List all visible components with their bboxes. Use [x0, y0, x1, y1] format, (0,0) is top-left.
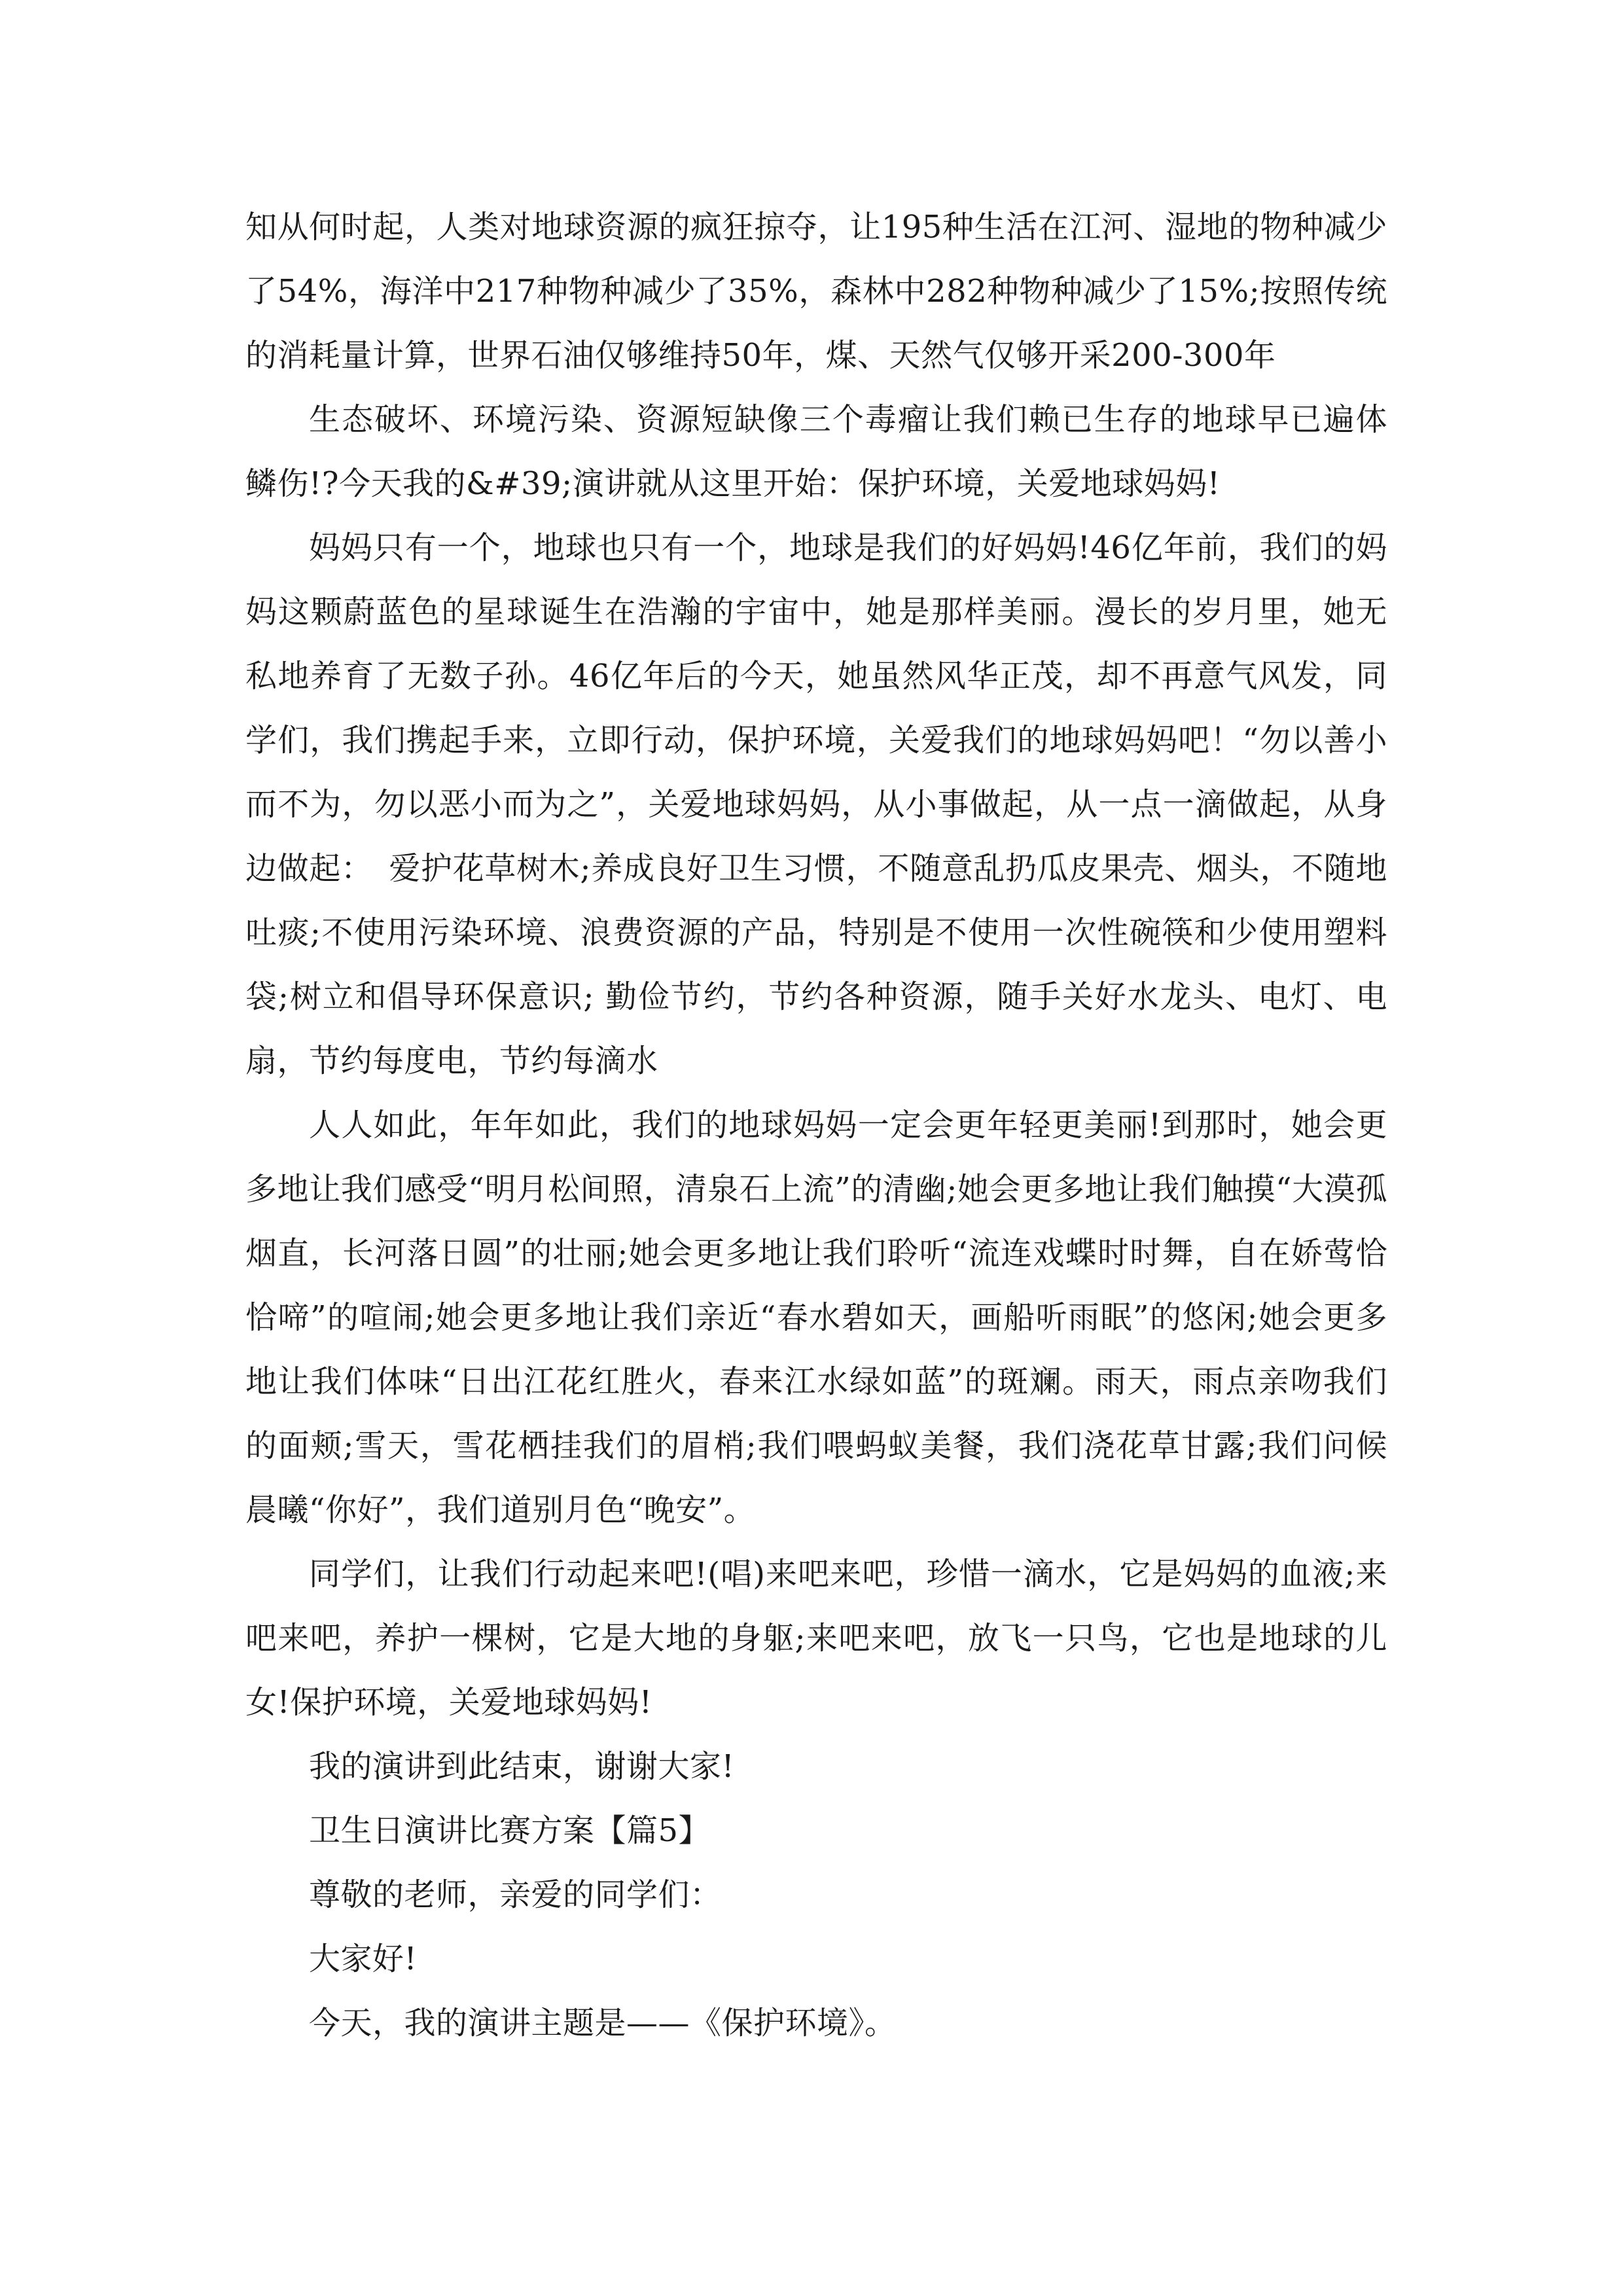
document-body — [245, 195, 1387, 2055]
paragraph-earth-mother: 妈妈只有一个，地球也只有一个，地球是我们的好妈妈!46亿年前，我们的妈妈这颗蔚蓝色的星球诞生在浩瀚的宇宙中，她是那样美丽。漫长的岁月里，她无私地养育了无数子孙。46亿年后的今天，她虽然风华正茂，却不再意气风发，同学们，我们携起手来，立即行动，保护环境，关爱我们的地球妈妈吧！“勿以善小而不为，勿以恶小而为之”，关爱地球妈妈，从小事做起，从一点一滴做起，从身边做起： 爱护花草树木;养成良好卫生习惯，不随意乱扔瓜皮果壳、烟头，不随地吐痰;不使用污染环境、浪费资源的产品，特别是不使用一次性碗筷和少使用塑料袋;树立和倡导环保意识; 勤俭节约，节约各种资源，随手关好水龙头、电灯、电扇，节约每度电，节约每滴水 — [245, 529, 1387, 1079]
section-heading-part-5: 卫生日演讲比赛方案【篇5】 — [309, 1812, 711, 1849]
paragraph-call-to-action: 同学们，让我们行动起来吧!(唱)来吧来吧，珍惜一滴水，它是妈妈的血液;来吧来吧，养护一棵树，它是大地的身躯;来吧来吧，放飞一只鸟，它也是地球的儿女!保护环境，关爱地球妈妈! — [245, 1556, 1387, 1721]
paragraph-greeting: 大家好! — [309, 1941, 418, 1977]
paragraph-speech-topic: 今天，我的演讲主题是——《保护环境》。 — [309, 2005, 897, 2041]
paragraph-speech-opening: 生态破坏、环境污染、资源短缺像三个毒瘤让我们赖已生存的地球早已遍体鳞伤!?今天我的&#39;演讲就从这里开始：保护环境，关爱地球妈妈! — [245, 401, 1387, 502]
paragraph-future-earth: 人人如此，年年如此，我们的地球妈妈一定会更年轻更美丽!到那时，她会更多地让我们感受“明月松间照，清泉石上流”的清幽;她会更多地让我们触摸“大漠孤烟直，长河落日圆”的壮丽;她会更多地让我们聆听“流连戏蝶时时舞，自在娇莺恰恰啼”的喧闹;她会更多地让我们亲近“春水碧如天，画船听雨眠”的悠闲;她会更多地让我们体味“日出江花红胜火，春来江水绿如蓝”的斑斓。雨天，雨点亲吻我们的面颊;雪天，雪花栖挂我们的眉梢;我们喂蚂蚁美餐，我们浇花草甘露;我们问候晨曦“你好”，我们道别月色“晚安”。 — [245, 1107, 1387, 1528]
paragraph-salutation: 尊敬的老师，亲爱的同学们： — [309, 1876, 722, 1913]
paragraph-resource-depletion: 知从何时起，人类对地球资源的疯狂掠夺，让195种生活在江河、湿地的物种减少了54%，海洋中217种物种减少了35%，森林中282种物种减少了15%;按照传统的消耗量计算，世界石油仅够维持50年，煤、天然气仅够开采200-300年 — [245, 209, 1387, 374]
paragraph-speech-closing: 我的演讲到此结束，谢谢大家! — [309, 1748, 735, 1785]
